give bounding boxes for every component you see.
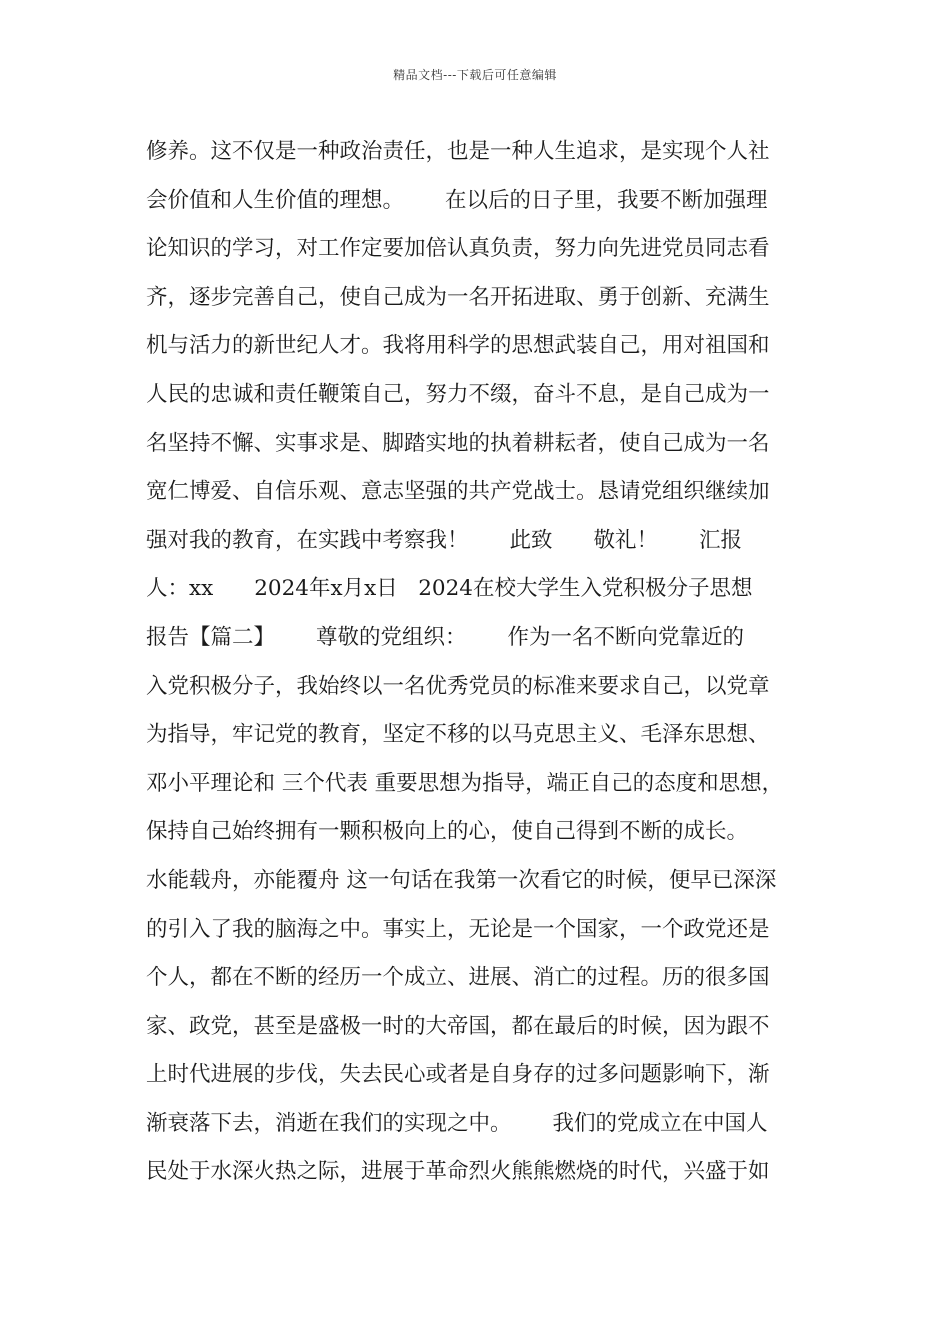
page-header: 精品文档---下载后可任意编辑: [393, 68, 557, 82]
text-line: 齐，逐步完善自己，使自己成为一名开拓进取、勇于创新、充满生: [146, 284, 770, 310]
text-line: 论知识的学习，对工作定要加倍认真负责，努力向先进党员同志看: [146, 236, 770, 262]
text-line: 的引入了我的脑海之中。事实上，无论是一个国家，一个政党还是: [146, 916, 770, 942]
text-line: 民处于水深火热之际，进展于革命烈火熊熊燃烧的时代，兴盛于如: [146, 1159, 770, 1185]
text-line: 名坚持不懈、实事求是、脚踏实地的执着耕耘者，使自己成为一名: [146, 430, 770, 456]
text-line: 机与活力的新世纪人才。我将用科学的思想武装自己，用对祖国和: [146, 333, 770, 359]
text-line: 强对我的教育，在实践中考察我！ 此致 敬礼！ 汇报: [146, 527, 743, 553]
text-line: 宽仁博爱、自信乐观、意志坚强的共产党战士。恳请党组织继续加: [146, 479, 770, 505]
text-line: 上时代进展的步伐，失去民心或者是自身存的过多问题影响下，渐: [146, 1062, 770, 1088]
text-line: 水能载舟，亦能覆舟 这一句话在我第一次看它的时候，便早已深深: [146, 867, 777, 893]
text-line: 保持自己始终拥有一颗积极向上的心，使自己得到不断的成长。: [146, 819, 749, 845]
text-line: 渐衰落下去，消逝在我们的实现之中。 我们的党成立在中国人: [146, 1110, 768, 1136]
text-line: 人民的忠诚和责任鞭策自己，努力不缀，奋斗不息，是自己成为一: [146, 381, 770, 407]
text-line: 入党积极分子，我始终以一名优秀党员的标准来要求自己，以党章: [146, 673, 770, 699]
text-line: 人：xx 2024年x月x日 2024在校大学生入党积极分子思想: [146, 576, 753, 602]
text-line: 个人，都在不断的经历一个成立、进展、消亡的过程。历的很多国: [146, 965, 770, 991]
text-line: 邓小平理论和 三个代表 重要思想为指导，端正自己的态度和思想，: [146, 770, 784, 796]
text-line: 家、政党，甚至是盛极一时的大帝国，都在最后的时候，因为跟不: [146, 1013, 770, 1039]
text-line: 修养。这不仅是一种政治责任，也是一种人生追求，是实现个人社: [146, 139, 770, 164]
text-line: 为指导，牢记党的教育，坚定不移的以马克思主义、毛泽东思想、: [146, 722, 770, 748]
document-body: [146, 128, 826, 1197]
text-line: 报告【篇二】 尊敬的党组织： 作为一名不断向党靠近的: [146, 624, 745, 650]
text-line: 会价值和人生价值的理想。 在以后的日子里，我要不断加强理: [146, 187, 768, 213]
